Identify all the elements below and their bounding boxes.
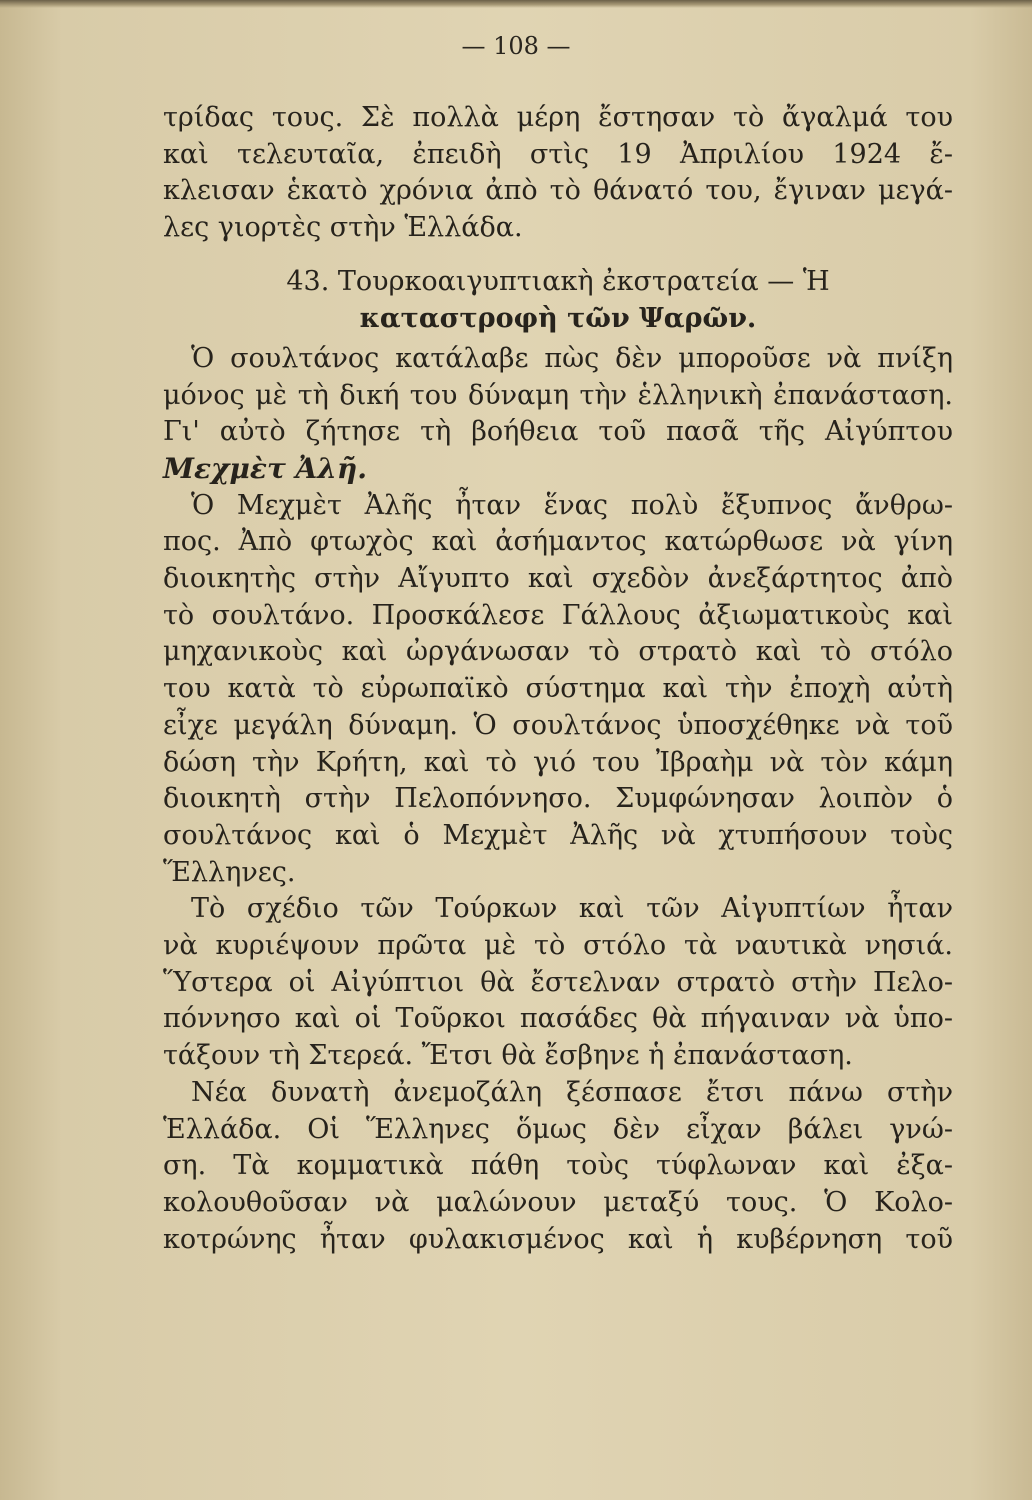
text-line: Ὕστερα οἱ Αἰγύπτιοι θὰ ἔστελναν στρατὸ στὴν Πελο- [163, 966, 953, 998]
text-line: ση. Τὰ κομματικὰ πάθη τοὺς τύφλωναν καὶ ἐξα- [163, 1150, 953, 1182]
text-line: μόνος μὲ τὴ δική του δύναμη τὴν ἑλληνικὴ ἐπανάσταση. [163, 379, 953, 411]
text-line: Νέα δυνατὴ ἀνεμοζάλη ξέσπασε ἔτσι πάνω στὴν [191, 1076, 953, 1108]
text-line: καὶ τελευταῖα, ἐπειδὴ στὶς 19 Ἀπριλίου 1924 ἔ- [163, 138, 953, 170]
text-block [163, 100, 953, 1258]
paragraph-storm [163, 1075, 953, 1259]
text-line: σουλτάνος καὶ ὁ Μεχμὲτ Ἀλῆς νὰ χτυπήσουν τοὺς [163, 819, 953, 851]
page-top-edge [0, 0, 1032, 8]
text-line: λες γιορτὲς στὴν Ἑλλάδα. [163, 212, 523, 244]
text-line: κολουθοῦσαν νὰ μαλώνουν μεταξύ τους. Ὁ Κολο- [163, 1186, 953, 1218]
text-line: κλεισαν ἑκατὸ χρόνια ἀπὸ τὸ θάνατό του, ἔγιναν μεγά- [163, 175, 953, 207]
text-line: πόννησο καὶ οἱ Τοῦρκοι πασάδες θὰ πήγαιναν νὰ ὑπο- [163, 1003, 953, 1035]
section-title-part-2: καταστροφὴ τῶν Ψαρῶν. [359, 302, 757, 334]
text-line: Ἕλληνες. [163, 856, 296, 888]
text-line: τρίδας τους. Σὲ πολλὰ μέρη ἔστησαν τὸ ἄγαλμά του [163, 102, 953, 133]
text-line: νὰ κυριέψουν πρῶτα μὲ τὸ στόλο τὰ ναυτικὰ νησιά. [163, 930, 953, 962]
text-line: μηχανικοὺς καὶ ὠργάνωσαν τὸ στρατὸ καὶ τὸ στόλο [163, 636, 953, 668]
text-line: δώση τὴν Κρήτη, καὶ τὸ γιό του Ἰβραὴμ νὰ τὸν κάμη [163, 746, 953, 778]
text-line: Ὁ σουλτάνος κατάλαβε πὼς δὲν μποροῦσε νὰ πνίξη [191, 342, 953, 374]
text-line: Ὁ Μεχμὲτ Ἀλῆς ἦταν ἕνας πολὺ ἔξυπνος ἄνθρω- [191, 489, 953, 521]
section-heading-line-1: 43. Τουρκοαιγυπτιακὴ ἐκστρατεία — Ἡ [286, 265, 830, 297]
text-line: Γι' αὐτὸ ζήτησε τὴ βοήθεια τοῦ πασᾶ τῆς Αἰγύπτου [163, 416, 953, 448]
section-heading [163, 263, 953, 337]
paragraph-plan [163, 891, 953, 1075]
text-line: εἶχε μεγάλη δύναμη. Ὁ σουλτάνος ὑποσχέθηκε νὰ τοῦ [163, 709, 953, 741]
paragraph-sultan [163, 341, 953, 488]
text-line: διοικητὴς στὴν Αἴγυπτο καὶ σχεδὸν ἀνεξάρτητος ἀπὸ [163, 563, 953, 595]
text-line: Τὸ σχέδιο τῶν Τούρκων καὶ τῶν Αἰγυπτίων ἦταν [191, 893, 953, 925]
text-line: διοικητὴ στὴν Πελοπόννησο. Συμφώνησαν λοιπὸν ὁ [163, 783, 953, 815]
emphasized-name: Μεχμὲτ Ἀλῆ. [163, 451, 367, 485]
paragraph-mehmet-ali [163, 488, 953, 892]
text-line: πος. Ἀπὸ φτωχὸς καὶ ἀσήμαντος κατώρθωσε νὰ γίνη [163, 526, 953, 558]
paragraph-intro [163, 100, 953, 247]
text-line: τάξουν τὴ Στερεά. Ἔτσι θὰ ἔσβηνε ἡ ἐπανάσταση. [163, 1040, 853, 1072]
text-line: κοτρώνης ἦταν φυλακισμένος καὶ ἡ κυβέρνηση τοῦ [163, 1223, 953, 1255]
text-line: τὸ σουλτάνο. Προσκάλεσε Γάλλους ἀξιωματικοὺς καὶ [163, 599, 953, 631]
text-line: Ἑλλάδα. Οἱ Ἕλληνες ὅμως δὲν εἶχαν βάλει γνώ- [163, 1113, 953, 1145]
text-line: του κατὰ τὸ εὐρωπαϊκὸ σύστημα καὶ τὴν ἐποχὴ αὐτὴ [163, 673, 953, 705]
page-number: — 108 — [461, 32, 571, 60]
